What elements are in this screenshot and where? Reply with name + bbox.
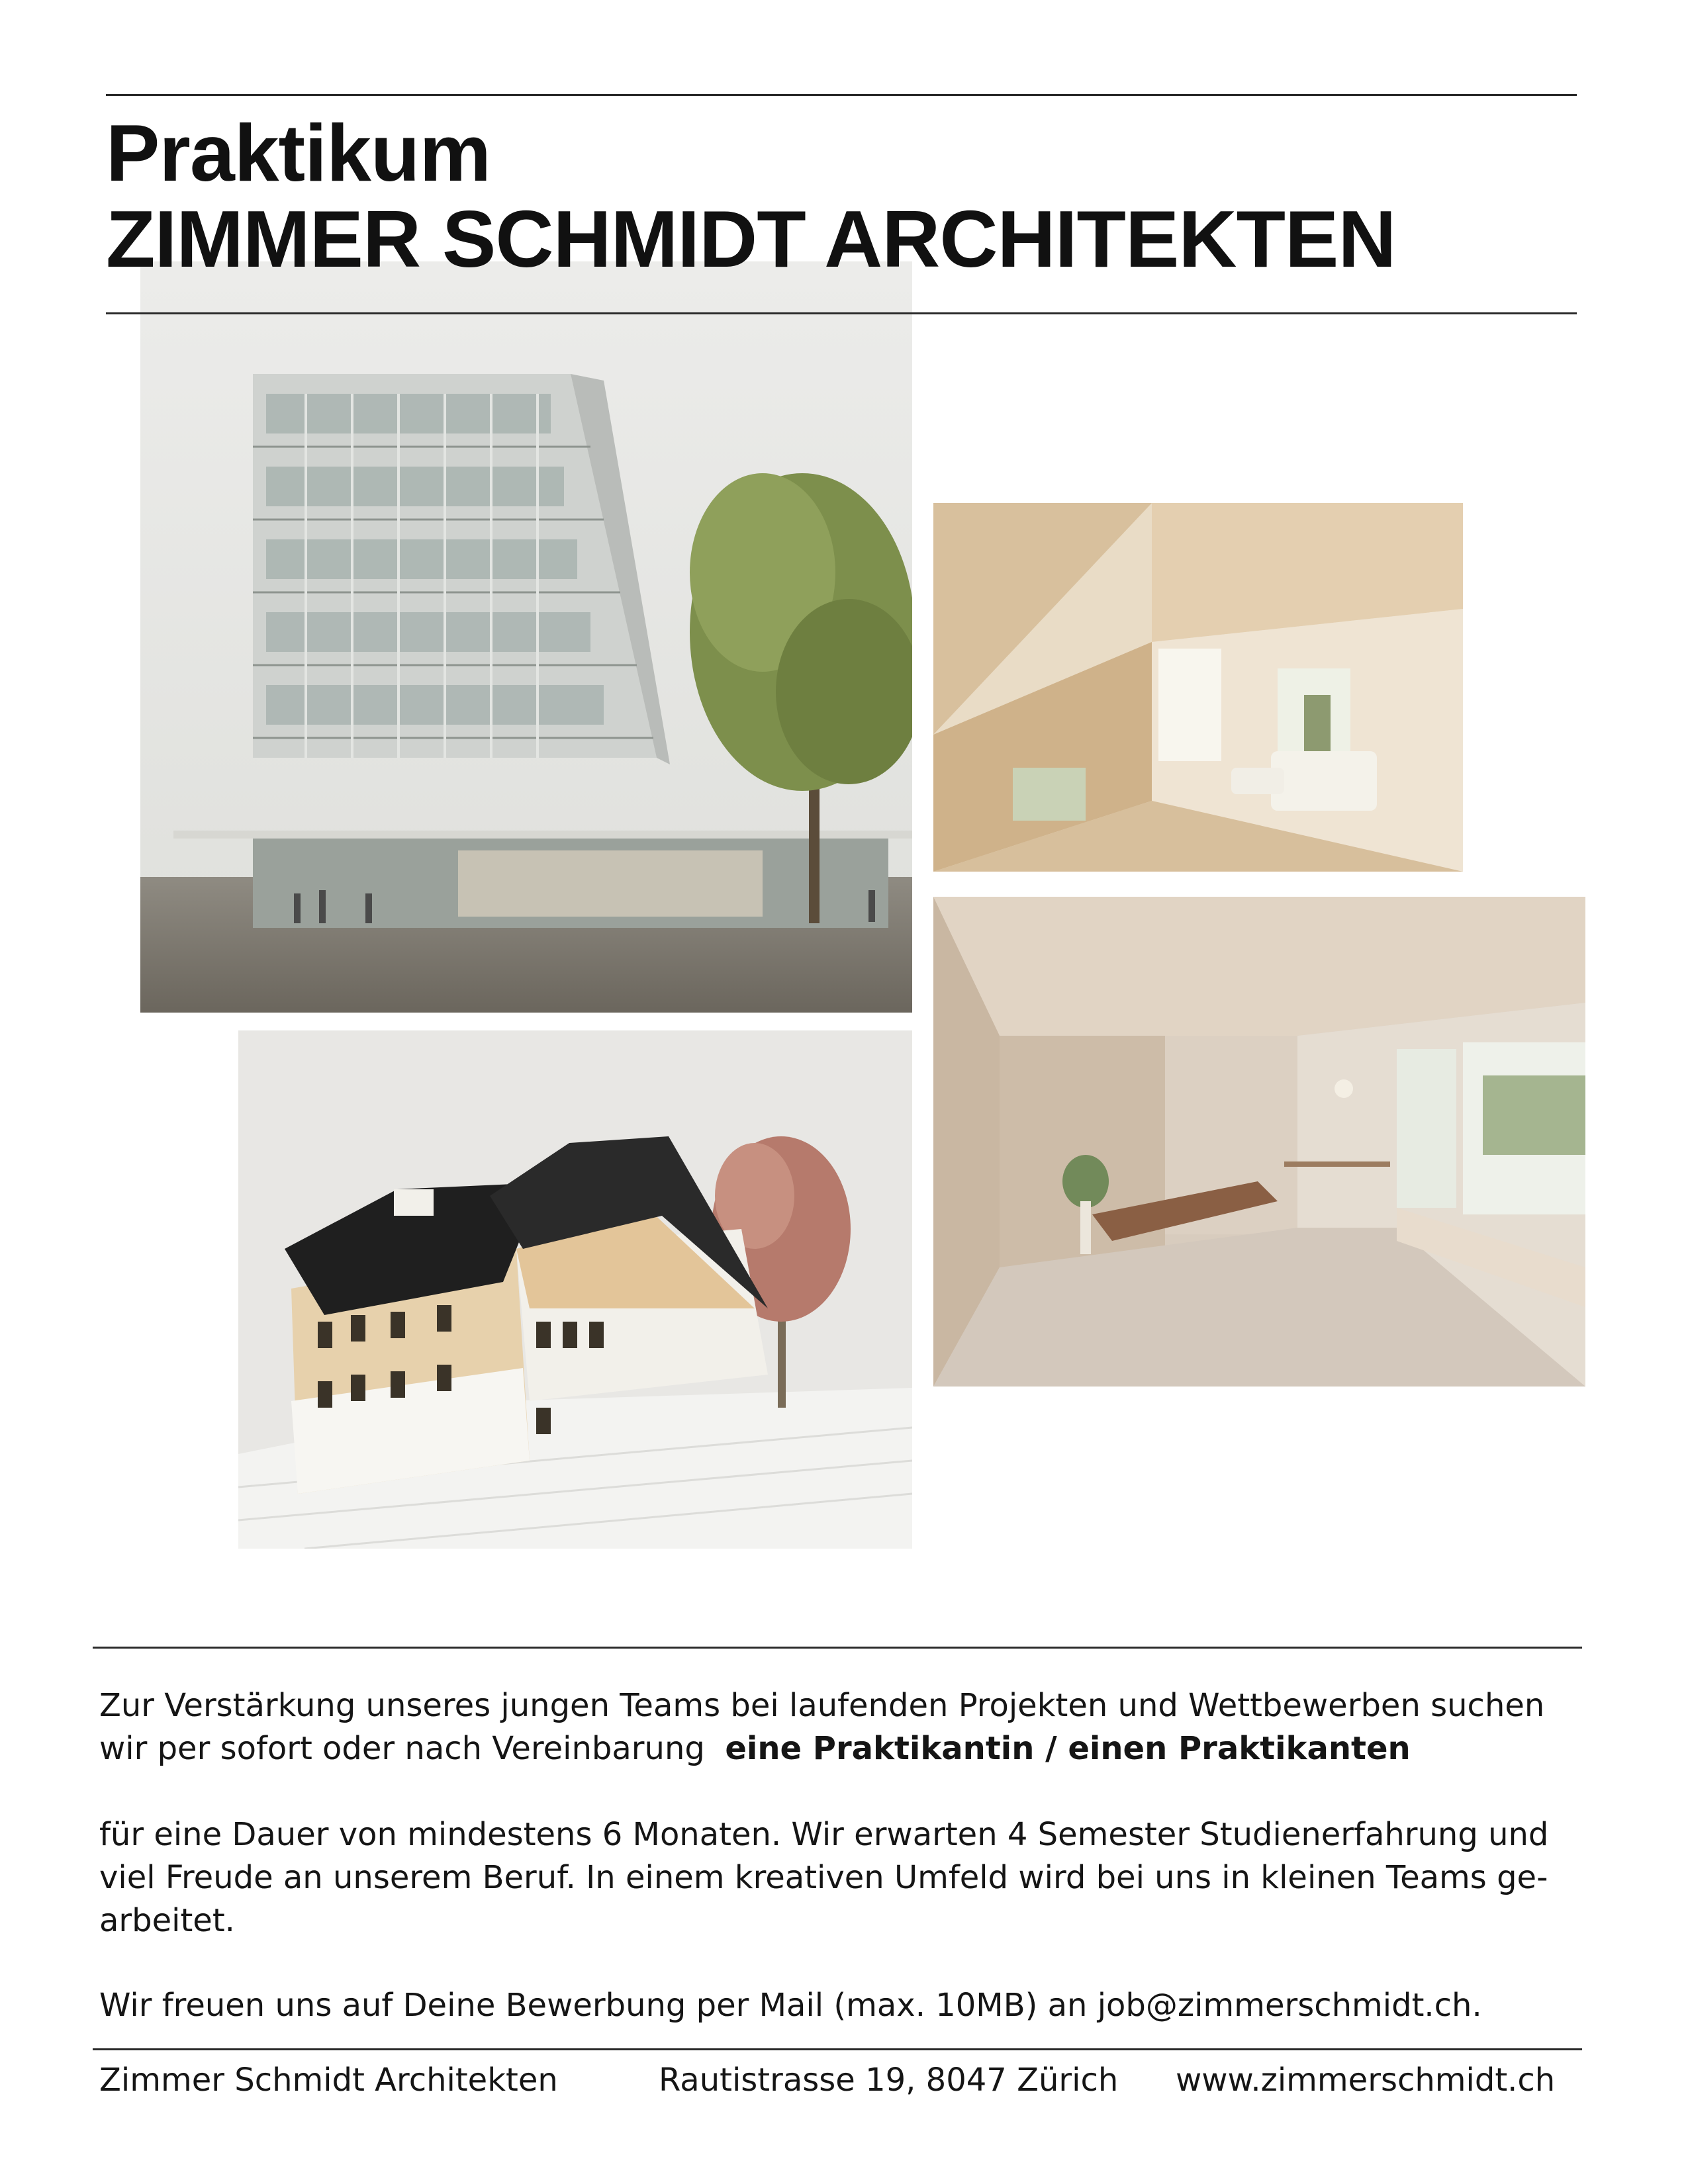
application-email[interactable]: job@zimmerschmidt.ch — [1097, 1987, 1472, 2024]
house-model-photo — [238, 1030, 912, 1549]
body-top-rule — [93, 1647, 1582, 1649]
footer-company: Zimmer Schmidt Architekten — [99, 2062, 558, 2099]
intro-text: Zur Verstärkung unseres jungen Teams bei laufenden Projekten und Wettbewerben suchen wir per sofort oder nach Vereinbarung — [99, 1687, 1545, 1767]
footer-rule — [93, 2048, 1582, 2050]
footer-address: Rautistrasse 19, 8047 Zürich — [659, 2062, 1119, 2099]
page-title-line-2: ZIMMER SCHMIDT ARCHITEKTEN — [106, 194, 1396, 284]
paragraph-intro — [99, 1684, 1589, 1770]
application-period: . — [1472, 1987, 1482, 2024]
paragraph-details: für eine Dauer von mindestens 6 Monaten. Wir erwarten 4 Semester Studienerfahrung und viel Freude an unserem Beruf. In einem kreativen Umfeld wird bei uns in kleinen Teams ge-arbeitet. — [99, 1816, 1549, 1939]
attic-interior-photo — [933, 503, 1463, 872]
footer-website[interactable]: www.zimmerschmidt.ch — [1176, 2062, 1556, 2099]
position-title: eine Praktikantin / einen Praktikanten — [725, 1730, 1411, 1767]
header-top-rule — [106, 94, 1577, 96]
paragraph-application — [99, 1984, 1589, 2027]
office-building-photo — [140, 261, 912, 1013]
application-text: Wir freuen uns auf Deine Bewerbung per Mail (max. 10MB) an — [99, 1987, 1088, 2024]
living-room-photo — [933, 897, 1585, 1387]
header-bottom-rule — [106, 312, 1577, 314]
page-title-line-1: Praktikum — [106, 108, 491, 198]
